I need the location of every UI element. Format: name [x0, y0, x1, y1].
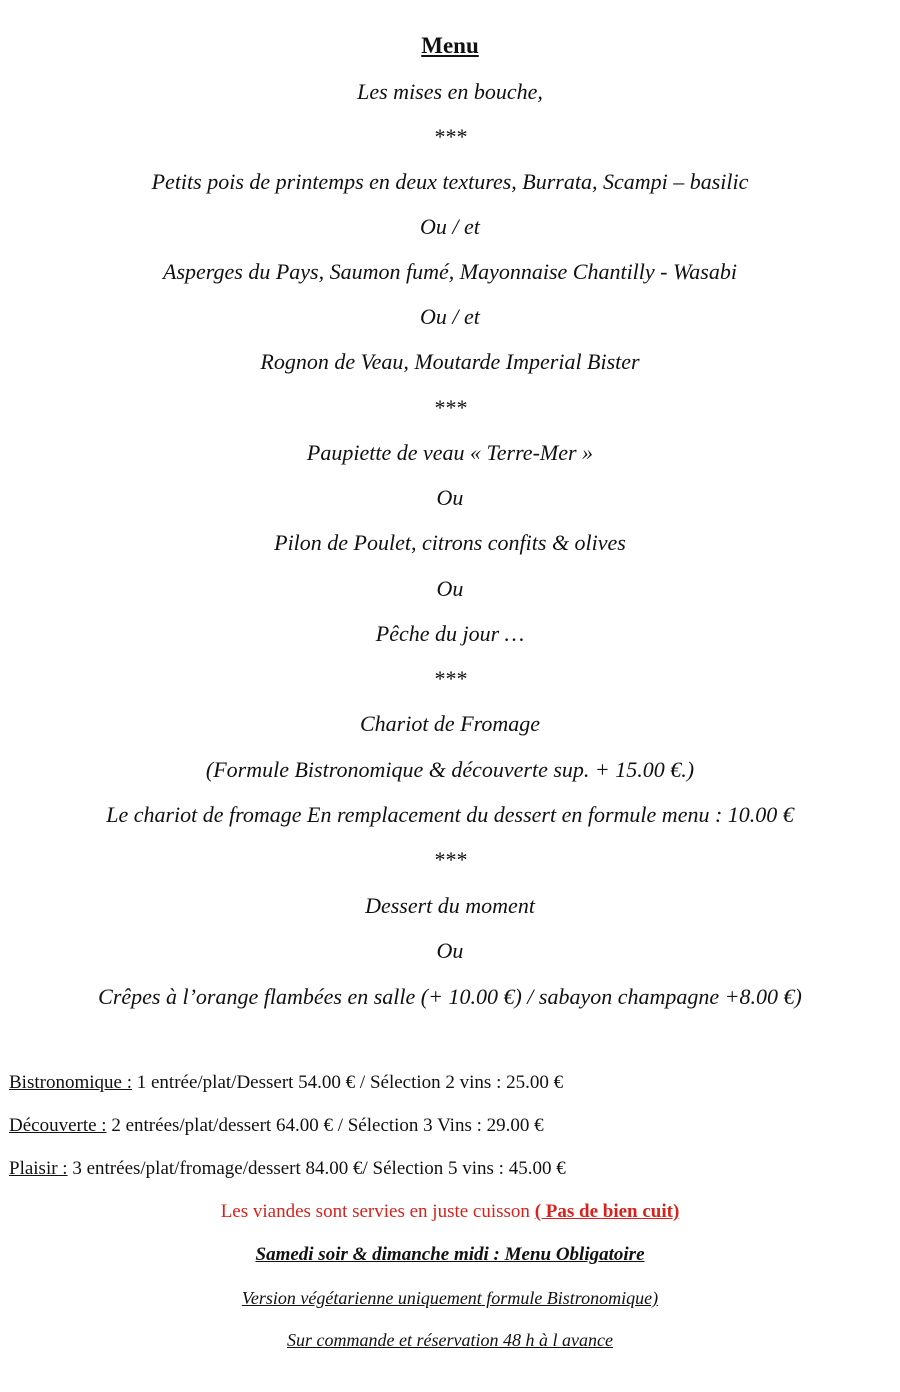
- menu-line-main: Paupiette de veau « Terre-Mer »: [306, 440, 594, 465]
- formula-decouverte: [9, 1115, 544, 1137]
- formula-name: Bistronomique :: [9, 1072, 132, 1093]
- weekend-note: Samedi soir & dimanche midi : Menu Obligatoire: [255, 1244, 645, 1265]
- menu-line-main: Pêche du jour …: [375, 621, 525, 646]
- formula-name: Découverte :: [9, 1115, 107, 1136]
- menu-line-or: Ou: [436, 576, 464, 601]
- menu-separator: ***: [433, 124, 467, 149]
- meat-note-text: Les viandes sont servies en juste cuisson: [220, 1201, 535, 1222]
- menu-line-amuse-bouche: Les mises en bouche,: [357, 79, 543, 104]
- menu-line-or: Ou: [436, 485, 464, 510]
- order-note: Sur commande et réservation 48 h à l avance: [287, 1330, 613, 1350]
- meat-cooking-note: [0, 1201, 900, 1223]
- menu-separator: ***: [433, 395, 467, 420]
- formula-details: 3 entrées/plat/fromage/dessert 84.00 €/ Sélection 5 vins : 45.00 €: [67, 1158, 566, 1179]
- formula-plaisir: [9, 1158, 566, 1180]
- menu-line-main: Pilon de Poulet, citrons confits & olives: [274, 530, 626, 555]
- formula-details: 2 entrées/plat/dessert 64.00 € / Sélection 3 Vins : 29.00 €: [106, 1115, 544, 1136]
- menu-title: Menu: [421, 33, 479, 58]
- menu-line-dessert: Dessert du moment: [365, 893, 535, 918]
- menu-line-cheese-replacement: Le chariot de fromage En remplacement du dessert en formule menu : 10.00 €: [106, 802, 794, 827]
- meat-note-emphasis: ( Pas de bien cuit): [534, 1201, 680, 1222]
- vegetarian-note: Version végétarienne uniquement formule Bistronomique): [241, 1288, 659, 1308]
- menu-line-cheese: Chariot de Fromage: [359, 711, 541, 736]
- formula-bistronomique: [9, 1072, 563, 1094]
- menu-line-starter: Rognon de Veau, Moutarde Imperial Bister: [260, 349, 640, 374]
- menu-separator: ***: [433, 666, 467, 691]
- menu-line-or: Ou: [436, 938, 464, 963]
- menu-line-starter: Asperges du Pays, Saumon fumé, Mayonnaise Chantilly - Wasabi: [163, 259, 737, 284]
- menu-line-dessert: Crêpes à l’orange flambées en salle (+ 10.00 €) / sabayon champagne +8.00 €): [98, 984, 802, 1009]
- menu-line-starter: Petits pois de printemps en deux textures, Burrata, Scampi – basilic: [151, 169, 749, 194]
- menu-separator: ***: [433, 847, 467, 872]
- formula-name: Plaisir :: [9, 1158, 68, 1179]
- formula-details: 1 entrée/plat/Dessert 54.00 € / Sélection 2 vins : 25.00 €: [131, 1072, 564, 1093]
- menu-line-cheese-supplement: (Formule Bistronomique & découverte sup. + 15.00 €.): [205, 757, 695, 782]
- menu-line-or: Ou / et: [420, 214, 480, 239]
- menu-line-or: Ou / et: [420, 304, 480, 329]
